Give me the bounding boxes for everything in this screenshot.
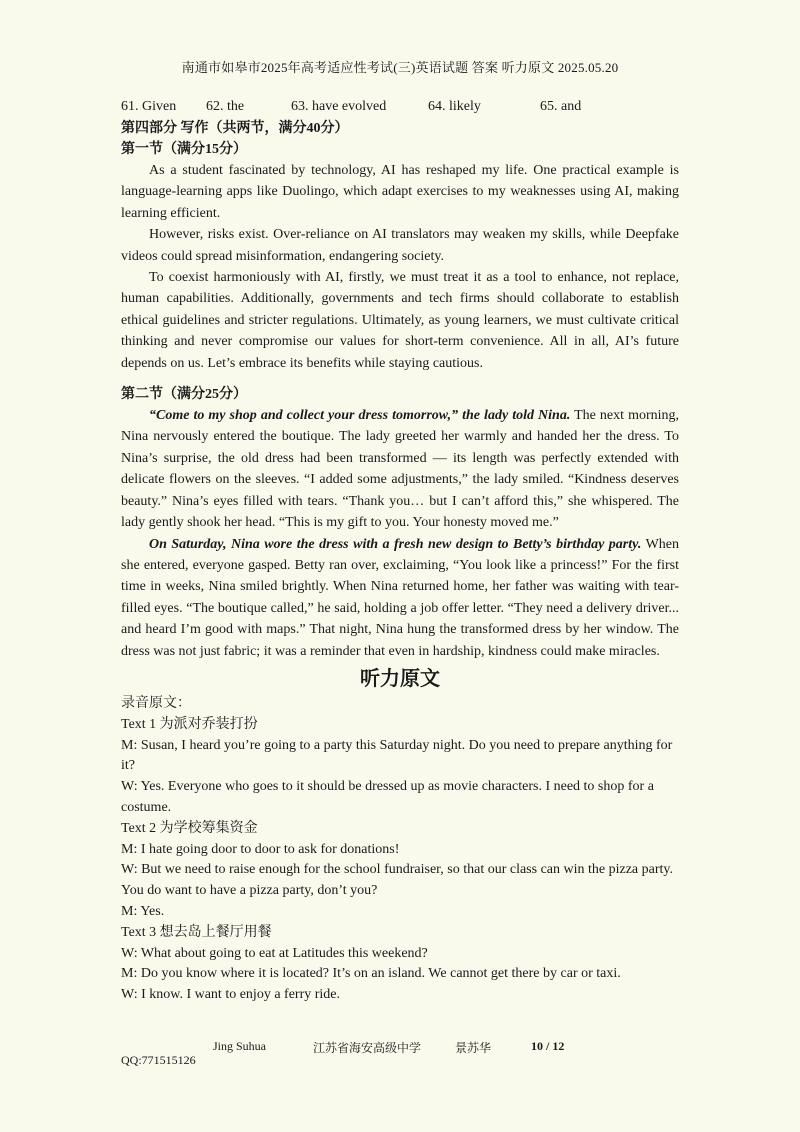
answer-61: 61. Given [121,99,177,114]
transcript-line: W: What about going to eat at Latitudes this weekend? [121,945,428,961]
story-p2-lead: On Saturday, Nina wore the dress with a fresh new design to Betty’s birthday party. [149,536,642,552]
transcript-line: M: Susan, I heard you’re going to a party this Saturday night. Do you need to prepare anything for it? [121,737,673,774]
section2-title: 第二节（满分25分） [121,387,247,403]
essay-paragraph-2: However, risks exist. Over-reliance on AI translators may weaken my skills, while Deepfake videos could spread misinformation, endangering society. [121,227,679,264]
transcript-line: W: Yes. Everyone who goes to it should be dressed up as movie characters. I need to shop for a costume. [121,779,654,815]
story-p1-body: The next morning, Nina nervously entered the boutique. The lady greeted her warmly and handed her the dress. To Nina’s surprise, the old dress had been transformed — its length was perfectly extended with delicate flowers on the sleeves. “I added some adjustments,” the lady smiled. “Kindness deserves beauty.” Nina’s eyes filled with tears. “Thank you… but I can’t afford this,” she whispered. The lady gently shook her head. “This is my gift to you. Your honesty moved me.” [121,408,680,531]
listening-title: 听力原文 [360,665,440,690]
answer-62: 62. the [206,99,245,114]
document-body [121,96,679,1006]
essay-paragraph-3: To coexist harmoniously with AI, firstly, we must treat it as a tool to enhance, not replace, human capabilities. Additionally, governments and tech firms should collaborate to establish ethical guidelines and stricter regulations. Ultimately, as young learners, we must cultivate critical thinking and never compromise our values for short-term convenience. All in all, AI’s future depends on us. Let’s embrace its benefits while staying cautious. [121,270,679,371]
transcript-line: Text 3 想去岛上餐厅用餐 [121,924,272,940]
story-paragraph-1 [121,405,679,533]
answer-row [121,96,679,118]
answer-65: 65. and [540,99,582,114]
transcript-line: 录音原文： [121,695,191,711]
part4-title: 第四部分 写作（共两节，满分40分） [121,121,349,136]
footer-author-cn: 景苏华 [455,1041,492,1055]
transcript-line: W: I know. I want to enjoy a ferry ride. [121,987,340,1003]
transcript-line: M: Do you know where it is located? It’s on an island. We cannot get there by car or taxi. [121,966,621,982]
transcript-line: M: I hate going door to door to ask for donations! [121,841,400,857]
page-header: 南通市如皋市2025年高考适应性考试(三)英语试题 答案 听力原文 2025.05.20 [181,60,619,75]
transcript-line: Text 2 为学校筹集资金 [121,820,258,836]
story-paragraph-2 [121,534,679,662]
essay-paragraph-1: As a student fascinated by technology, AI has reshaped my life. One practical example is language-learning apps like Duolingo, which adapt exercises to my weaknesses using AI, making learning efficient. [121,163,679,221]
page-number: 10 / 12 [531,1039,565,1053]
transcript-line: Text 1 为派对乔装打扮 [121,716,258,732]
transcript-line: M: Yes. [121,903,165,919]
footer-school: 江苏省海安高级中学 [313,1041,422,1055]
story-p2-body: When she entered, everyone gasped. Betty ran over, exclaiming, “You look like a princess!” For the first time in weeks, Nina smiled brightly. When Nina returned home, her father was waiting with tear-filled eyes. “The boutique called,” he said, holding a job offer letter. “They need a delivery driver... and heard I’m good with maps.” That night, Nina hung the transformed dress by her window. The dress was not just fabric; it was a reminder that even in hardship, kindness could make miracles. [121,536,679,659]
answer-64: 64. likely [428,99,481,114]
transcript-line: W: But we need to raise enough for the school fundraiser, so that our class can win the pizza party. You do want to have a pizza party, don’t you? [121,862,674,899]
footer-qq: QQ:771515126 [121,1053,196,1067]
footer-author: Jing Suhua [213,1039,267,1053]
story-p1-lead: “Come to my shop and collect your dress tomorrow,” the lady told Nina. [149,408,571,424]
section1-title: 第一节（满分15分） [121,142,247,157]
answer-63: 63. have evolved [291,99,387,114]
